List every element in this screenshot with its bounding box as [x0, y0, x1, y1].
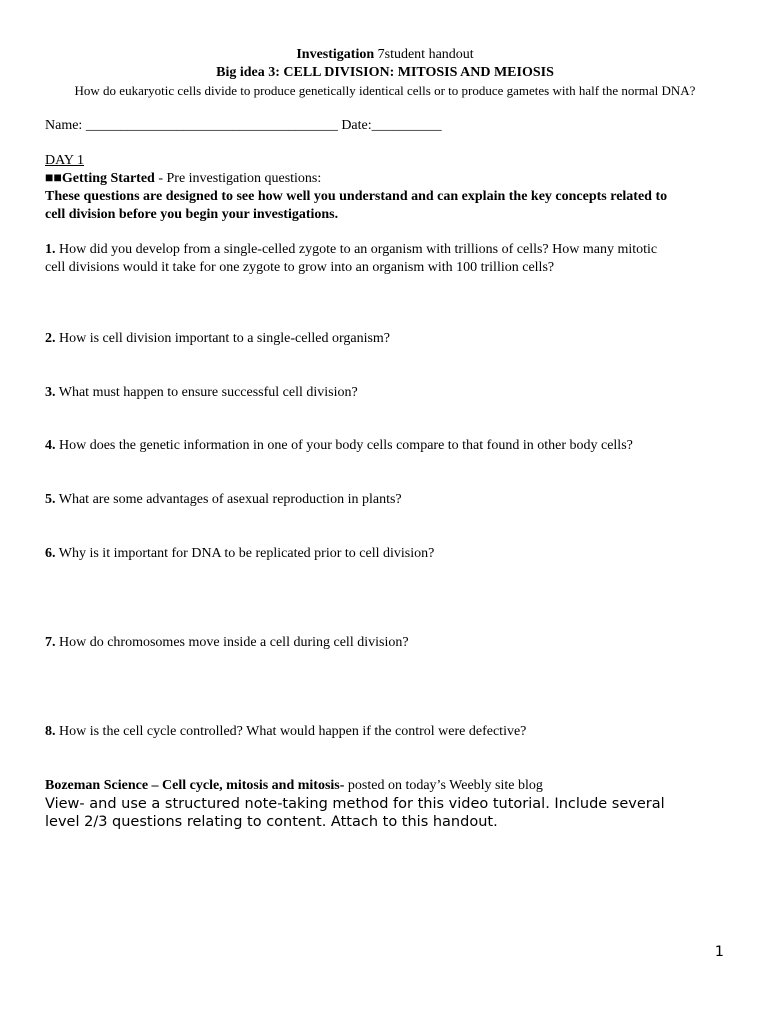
handout-title-rest: 7student handout [374, 47, 474, 62]
question-text: How did you develop from a single-celled zygote to an organism with trillions of cells? How many mitotic [55, 242, 658, 257]
essential-question: How do eukaryotic cells divide to produce genetically identical cells or to produce gametes with half the normal DNA? [74, 83, 696, 98]
question-number: 4. [45, 438, 56, 453]
question-5 [45, 492, 402, 508]
big-idea-heading: Big idea 3: CELL DIVISION: MITOSIS AND MEIOSIS [216, 65, 554, 80]
question-number: 6. [45, 546, 56, 561]
question-text: How do chromosomes move inside a cell during cell division? [55, 635, 409, 650]
intro-line-2: cell division before you begin your investigations. [45, 207, 339, 222]
question-6 [45, 546, 434, 562]
getting-started-label: ■■Getting Started [45, 171, 155, 186]
question-text: What are some advantages of asexual reproduction in plants? [55, 492, 402, 507]
question-number: 1. [45, 242, 56, 257]
page-number: 1 [714, 944, 724, 960]
question-4 [45, 438, 633, 454]
handout-title-bold: Investigation [296, 47, 375, 62]
instructions-line-2: level 2/3 questions relating to content. Attach to this handout. [45, 814, 498, 830]
instructions-line-1: View- and use a structured note-taking method for this video tutorial. Include several [45, 796, 665, 812]
question-8 [45, 724, 526, 740]
question-number: 2. [45, 331, 56, 346]
question-1-cont: cell divisions would it take for one zygote to grow into an organism with 100 trillion cells? [45, 260, 555, 275]
getting-started-rest: - Pre investigation questions: [154, 171, 322, 186]
name-date-line: Name: ____________________________________ Date:__________ [45, 118, 442, 133]
question-number: 5. [45, 492, 56, 507]
bozeman-rest: posted on today’s Weebly site blog [344, 778, 543, 793]
day-label: DAY 1 [45, 153, 85, 168]
question-2 [45, 331, 390, 347]
bozeman-line [45, 778, 543, 794]
question-number: 3. [45, 385, 56, 400]
question-text: How does the genetic information in one of your body cells compare to that found in other body cells? [55, 438, 633, 453]
question-1 [45, 242, 657, 258]
question-text: How is cell division important to a single-celled organism? [55, 331, 391, 346]
question-text: Why is it important for DNA to be replicated prior to cell division? [55, 546, 435, 561]
bozeman-title: Bozeman Science – Cell cycle, mitosis and mitosis- [45, 778, 345, 793]
handout-title [0, 47, 770, 63]
question-number: 7. [45, 635, 56, 650]
getting-started-line [45, 171, 321, 187]
intro-line-1: These questions are designed to see how well you understand and can explain the key concepts related to [45, 189, 668, 204]
question-7 [45, 635, 409, 651]
question-text: How is the cell cycle controlled? What would happen if the control were defective? [55, 724, 527, 739]
question-text: What must happen to ensure successful cell division? [55, 385, 358, 400]
question-3 [45, 385, 358, 401]
question-number: 8. [45, 724, 56, 739]
